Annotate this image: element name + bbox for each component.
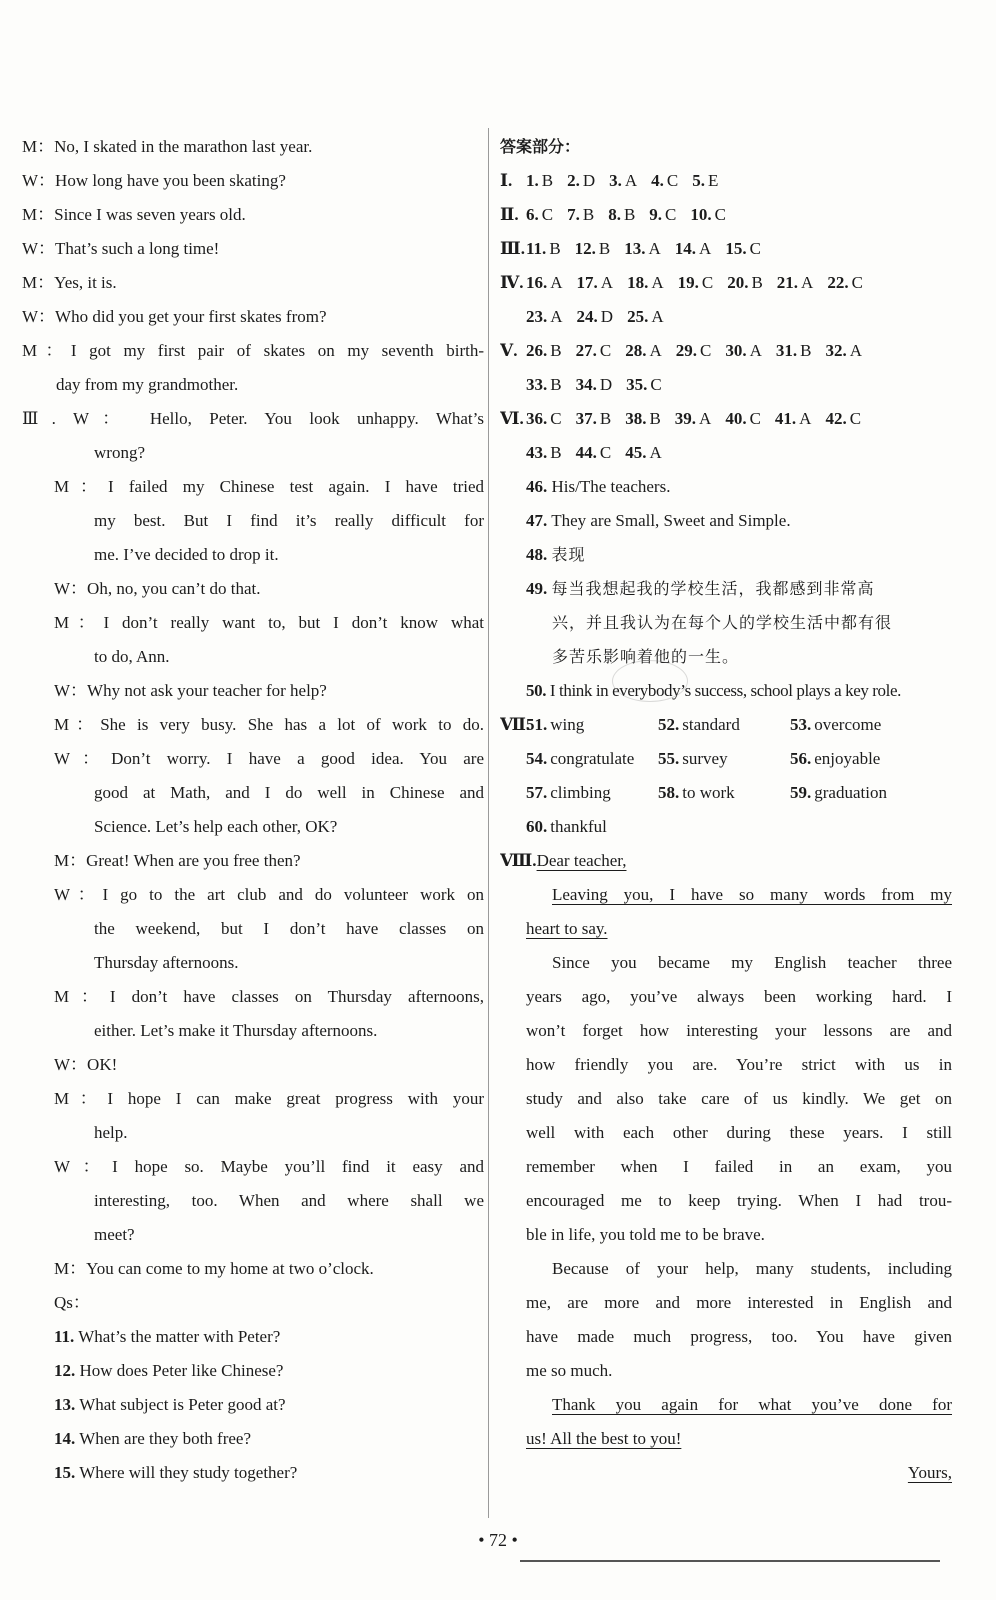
- answer-value: B: [549, 239, 561, 258]
- left-column: [22, 130, 484, 1490]
- answer-number: 28.: [625, 341, 647, 360]
- answer-item: [676, 334, 712, 368]
- answer-row: [500, 402, 952, 436]
- answer-value: A: [651, 307, 664, 326]
- dialogue-line-text: Ⅲ. W： Hello, Peter. You look unhappy. What’s: [22, 409, 484, 428]
- dialogue-line: meet?: [94, 1225, 135, 1244]
- letter-line: [500, 946, 952, 980]
- answer-number: 60.: [526, 817, 548, 836]
- answer-value: enjoyable: [814, 749, 881, 768]
- letter-line: [500, 1286, 952, 1320]
- dialogue-line: [22, 708, 484, 742]
- answer-item: [658, 742, 790, 776]
- answer-value: B: [550, 341, 562, 360]
- answer-row: [500, 742, 952, 776]
- letter-line: [500, 1014, 952, 1048]
- answer-row: [500, 300, 952, 334]
- dialogue-line: W：Who did you get your first skates from?: [22, 307, 327, 326]
- answer-number: 33.: [526, 375, 548, 394]
- dialogue-line-text: M：I don’t have classes on Thursday afternoons,: [54, 987, 484, 1006]
- dialogue-line-text: W：I hope so. Maybe you’ll find it easy and: [54, 1157, 484, 1176]
- answer-item: [526, 368, 562, 402]
- answer-number: 59.: [790, 783, 812, 802]
- answer-number: 16.: [526, 273, 548, 292]
- answer-number: 56.: [790, 749, 812, 768]
- question-text: When are they both free?: [79, 1429, 251, 1448]
- answer-value: to work: [682, 783, 735, 802]
- answer-value: B: [598, 239, 611, 258]
- dialogue-line-text: M：She is very busy. She has a lot of work to do.: [54, 715, 484, 734]
- answer-number: 30.: [725, 341, 747, 360]
- answer-value: C: [599, 443, 612, 462]
- answer-item: [825, 402, 861, 436]
- answer-49-line3: 多苦乐影响着他的一生。: [552, 647, 740, 666]
- letter-line: [500, 1150, 952, 1184]
- letter-line-text: encouraged me to keep trying. When I had trou-: [526, 1191, 952, 1210]
- answer-value: C: [666, 171, 679, 190]
- dialogue-line: M：You can come to my home at two o’clock.: [54, 1259, 374, 1278]
- answer-value: C: [701, 273, 714, 292]
- answer-item: [567, 164, 595, 198]
- answer-item: [526, 164, 553, 198]
- answer-item: [576, 436, 612, 470]
- answer-item: [658, 708, 790, 742]
- answer-item: [678, 266, 714, 300]
- question-number: 14.: [54, 1429, 76, 1448]
- dialogue-line: [22, 878, 484, 912]
- answer-item: [825, 334, 862, 368]
- answer-value: A: [624, 171, 638, 190]
- answer-value: A: [649, 341, 662, 360]
- answer-number: 3.: [609, 171, 622, 190]
- answer-item: [575, 232, 611, 266]
- answer-item: [725, 402, 761, 436]
- dialogue-line: [22, 912, 484, 946]
- answer-number: 39.: [674, 409, 697, 428]
- answer-value: C: [849, 409, 862, 428]
- answer-49-line1: 49. 每当我想起我的学校生活，我都感到非常高: [526, 579, 875, 598]
- letter-line-text: me so much.: [526, 1361, 613, 1380]
- answer-number: 1.: [526, 171, 539, 190]
- dialogue-line-text: M：I failed my Chinese test again. I have tried: [54, 477, 484, 496]
- bottom-rule: [520, 1560, 940, 1562]
- dialogue-line-text: good at Math, and I do well in Chinese and: [94, 783, 484, 802]
- answer-number: 43.: [526, 443, 548, 462]
- answer-item: [690, 198, 726, 232]
- answer-number: 21.: [776, 273, 799, 292]
- answer-item: [625, 402, 661, 436]
- answer-item: [658, 776, 790, 810]
- answer-item: [675, 232, 712, 266]
- answer-number: 19.: [677, 273, 699, 292]
- answer-number: 42.: [825, 409, 847, 428]
- answer-row: [500, 776, 952, 810]
- answer-row: [500, 266, 952, 300]
- answer-value: C: [665, 205, 677, 224]
- letter-line-text: well with each other during these years. I still: [526, 1123, 952, 1142]
- answer-rows: [500, 164, 952, 470]
- dialogue-line: M：Great! When are you free then?: [54, 851, 301, 870]
- answer-item: [609, 164, 637, 198]
- answer-value: climbing: [550, 783, 611, 802]
- answer-value: C: [714, 205, 726, 224]
- section-numeral: Ⅰ.: [500, 171, 513, 190]
- answer-number: 34.: [575, 375, 597, 394]
- answer-number: 51.: [526, 715, 548, 734]
- answer-item: [608, 198, 635, 232]
- answer-value: overcome: [814, 715, 882, 734]
- answer-item: [790, 708, 922, 742]
- letter-line: [500, 980, 952, 1014]
- answer-item: [776, 334, 812, 368]
- answer-item: [526, 436, 562, 470]
- answer-value: congratulate: [550, 749, 635, 768]
- answer-number: 40.: [725, 409, 747, 428]
- dialogue-line: Science. Let’s help each other, OK?: [94, 817, 338, 836]
- answer-item: [725, 232, 761, 266]
- answer-number: 22.: [827, 273, 849, 292]
- letter-line: [500, 1354, 952, 1388]
- letter-line: [500, 1048, 952, 1082]
- answer-49-line2: 兴，并且我认为在每个人的学校生活中都有很: [552, 613, 893, 632]
- answer-number: 7.: [567, 205, 580, 224]
- answer-row: [500, 436, 952, 470]
- answer-value: C: [650, 375, 662, 394]
- letter-line-text: years ago, you’ve always been working hard. I: [526, 987, 952, 1006]
- answer-item: [526, 232, 561, 266]
- answer-row: [500, 810, 952, 844]
- answer-number: 58.: [658, 783, 680, 802]
- answer-value: A: [801, 273, 814, 292]
- answer-value: thankful: [550, 817, 607, 836]
- answer-number: 23.: [526, 307, 548, 326]
- dialogue-line: W：That’s such a long time!: [22, 239, 220, 258]
- answer-value: B: [599, 409, 612, 428]
- watermark-stamp: [612, 660, 688, 702]
- answer-value: C: [599, 341, 612, 360]
- answer-number: 35.: [626, 375, 648, 394]
- question-text: What’s the matter with Peter?: [78, 1327, 281, 1346]
- answer-number: 12.: [574, 239, 596, 258]
- answer-number: 38.: [625, 409, 647, 428]
- question-line: [22, 1354, 484, 1388]
- dialogue-line: [22, 606, 484, 640]
- answer-number: 13.: [624, 239, 646, 258]
- dialogue-line: [22, 504, 484, 538]
- dialogue-line-text: M：I got my first pair of skates on my seventh birth-: [22, 341, 484, 360]
- answer-number: 45.: [625, 443, 647, 462]
- question-text: Where will they study together?: [79, 1463, 298, 1482]
- answer-item: [526, 742, 658, 776]
- question-number: 11.: [54, 1327, 75, 1346]
- dialogue-line: day from my grandmother.: [56, 375, 239, 394]
- section-numeral: Ⅳ.: [500, 273, 524, 292]
- letter-line-text: study and also take care of us kindly. We get on: [526, 1089, 952, 1108]
- answer-number: 2.: [567, 171, 580, 190]
- answer-number: 37.: [575, 409, 597, 428]
- answer-item: [727, 266, 763, 300]
- answer-value: C: [749, 409, 761, 428]
- answer-item: [627, 300, 664, 334]
- answer-value: A: [550, 307, 563, 326]
- letter-line: [500, 1116, 952, 1150]
- answer-50: 50. I think in everybody’s success, school plays a key role.: [526, 681, 901, 700]
- answer-47: 47. They are Small, Sweet and Simple.: [526, 511, 791, 530]
- answer-item: [625, 334, 662, 368]
- page-number: • 72 •: [478, 1530, 518, 1550]
- section-numeral: Ⅶ.: [500, 715, 531, 734]
- dialogue-line: W：How long have you been skating?: [22, 171, 286, 190]
- answer-item: [651, 164, 678, 198]
- column-divider: [488, 128, 489, 1518]
- answer-row: [500, 164, 952, 198]
- answer-number: 27.: [575, 341, 597, 360]
- answer-number: 25.: [627, 307, 649, 326]
- dialogue-line: me. I’ve decided to drop it.: [94, 545, 279, 564]
- answer-number: 57.: [526, 783, 548, 802]
- answer-number: 11.: [526, 239, 547, 258]
- answer-item: [526, 402, 562, 436]
- answer-value: B: [800, 341, 812, 360]
- answer-item: [526, 266, 563, 300]
- vocab-rows: [500, 708, 952, 844]
- dialogue-line-text: M：I don’t really want to, but I don’t know what: [54, 613, 484, 632]
- dialogue-line: [22, 1082, 484, 1116]
- dialogue-line: [22, 776, 484, 810]
- answer-number: 26.: [526, 341, 548, 360]
- question-text: How does Peter like Chinese?: [79, 1361, 284, 1380]
- answer-value: A: [600, 273, 614, 292]
- dialogue-line: either. Let’s make it Thursday afternoons.: [94, 1021, 378, 1040]
- dialogue-line: W：Oh, no, you can’t do that.: [54, 579, 261, 598]
- answer-value: B: [550, 375, 562, 394]
- answer-item: [624, 232, 661, 266]
- answer-item: [626, 368, 662, 402]
- answer-number: 14.: [674, 239, 697, 258]
- answer-number: 10.: [690, 205, 712, 224]
- answer-item: [625, 436, 662, 470]
- dialogue-line: [22, 1150, 484, 1184]
- section-numeral: Ⅱ.: [500, 205, 519, 224]
- answer-number: 31.: [775, 341, 798, 360]
- letter-paragraph-3: [500, 1252, 952, 1388]
- answer-value: survey: [682, 749, 728, 768]
- answer-value: wing: [550, 715, 585, 734]
- answer-value: A: [651, 273, 664, 292]
- answer-item: [775, 402, 812, 436]
- answer-number: 4.: [651, 171, 664, 190]
- letter-line: [500, 1082, 952, 1116]
- answer-value: A: [648, 239, 661, 258]
- answer-item: [790, 776, 922, 810]
- answer-number: 55.: [658, 749, 680, 768]
- answer-item: [526, 198, 553, 232]
- answer-row: [500, 708, 952, 742]
- answer-value: B: [550, 443, 562, 462]
- question-line: [22, 1320, 484, 1354]
- answer-item: [526, 334, 562, 368]
- answer-value: C: [699, 341, 712, 360]
- dialogue-line: Thursday afternoons.: [94, 953, 239, 972]
- answer-46: 46. His/The teachers.: [526, 477, 671, 496]
- answer-number: 18.: [627, 273, 649, 292]
- answer-item: [526, 810, 658, 844]
- dialogue-line: to do, Ann.: [94, 647, 170, 666]
- answer-number: 54.: [526, 749, 548, 768]
- dialogue-line: [22, 470, 484, 504]
- dialogue-line-text: my best. But I find it’s really difficult for: [94, 511, 484, 530]
- letter-line: [500, 1184, 952, 1218]
- question-text: What subject is Peter good at?: [79, 1395, 286, 1414]
- dialogue-line-text: M：I hope I can make great progress with your: [54, 1089, 484, 1108]
- dialogue-line: M：Yes, it is.: [22, 273, 117, 292]
- answer-item: [827, 266, 863, 300]
- dialogue-line-text: W：I go to the art club and do volunteer work on: [54, 885, 484, 904]
- answer-value: graduation: [814, 783, 887, 802]
- letter-line-text: have made much progress, too. You have given: [526, 1327, 952, 1346]
- answer-item: [567, 198, 594, 232]
- answer-item: [627, 266, 664, 300]
- section-numeral: Ⅴ.: [500, 341, 518, 360]
- answer-value: C: [541, 205, 554, 224]
- answer-number: 36.: [526, 409, 548, 428]
- answer-number: 32.: [825, 341, 847, 360]
- dialogue-line: wrong?: [94, 443, 145, 462]
- letter-line-text: how friendly you are. You’re strict with us in: [526, 1055, 952, 1074]
- answer-value: A: [649, 443, 662, 462]
- answer-value: D: [582, 171, 596, 190]
- answer-value: A: [749, 341, 762, 360]
- answer-value: C: [851, 273, 863, 292]
- letter-line-text: ble in life, you told me to be brave.: [526, 1225, 765, 1244]
- dialogue-line: [22, 402, 484, 436]
- answer-value: A: [799, 409, 812, 428]
- answer-number: 6.: [526, 205, 539, 224]
- dialogue-line-text: interesting, too. When and where shall we: [94, 1191, 484, 1210]
- dialogue-line-text: the weekend, but I don’t have classes on: [94, 919, 484, 938]
- answer-item: [790, 742, 922, 776]
- answer-value: A: [699, 239, 712, 258]
- question-number: 12.: [54, 1361, 76, 1380]
- answer-value: A: [550, 273, 563, 292]
- answer-number: 53.: [790, 715, 812, 734]
- answer-number: 17.: [576, 273, 598, 292]
- dialogue-line: M：Since I was seven years old.: [22, 205, 246, 224]
- answer-value: A: [849, 341, 862, 360]
- answer-value: B: [582, 205, 595, 224]
- letter-closing: Yours,: [907, 1463, 952, 1482]
- answer-value: C: [550, 409, 562, 428]
- answer-item: [576, 334, 612, 368]
- answer-item: [577, 300, 614, 334]
- answer-value: standard: [682, 715, 740, 734]
- dialogue-line: Qs：: [54, 1293, 90, 1312]
- answer-number: 9.: [649, 205, 663, 224]
- answer-item: [576, 368, 613, 402]
- question-number: 15.: [54, 1463, 76, 1482]
- letter-line: [500, 1218, 952, 1252]
- answer-item: [526, 300, 563, 334]
- answer-value: B: [623, 205, 636, 224]
- answer-number: 29.: [675, 341, 697, 360]
- answer-number: 5.: [692, 171, 705, 190]
- answer-item: [576, 402, 612, 436]
- letter-p4-line1: Thank you again for what you’ve done for: [552, 1395, 952, 1414]
- section-numeral: Ⅵ.: [500, 409, 524, 428]
- answer-number: 20.: [727, 273, 749, 292]
- letter-p4-line2: us! All the best to you!: [526, 1429, 682, 1448]
- answer-item: [725, 334, 762, 368]
- answer-item: [577, 266, 614, 300]
- answer-item: [526, 776, 658, 810]
- letter-salutation-line: Ⅷ.Dear teacher,: [500, 851, 627, 870]
- dialogue-line: M：No, I skated in the marathon last year.: [22, 137, 313, 156]
- answer-number: 8.: [608, 205, 621, 224]
- answer-item: [777, 266, 814, 300]
- dialogue-line: W：Why not ask your teacher for help?: [54, 681, 327, 700]
- answer-value: D: [599, 375, 613, 394]
- answer-row: [500, 232, 952, 266]
- answer-row: [500, 334, 952, 368]
- answer-number: 24.: [576, 307, 598, 326]
- answer-item: [649, 198, 676, 232]
- letter-p1-line1: Leaving you, I have so many words from my: [552, 885, 952, 904]
- dialogue-line: [22, 980, 484, 1014]
- letter-line-text: Since you became my English teacher three: [552, 953, 952, 972]
- letter-paragraph-2: [500, 946, 952, 1252]
- answer-row: [500, 198, 952, 232]
- question-number: 13.: [54, 1395, 76, 1414]
- dialogue-line: [22, 742, 484, 776]
- letter-line-text: won’t forget how interesting your lessons are and: [526, 1021, 952, 1040]
- letter-line: [500, 1320, 952, 1354]
- question-line: [22, 1422, 484, 1456]
- answer-value: C: [749, 239, 761, 258]
- question-line: [22, 1456, 484, 1490]
- answer-row: [500, 368, 952, 402]
- answer-number: 41.: [774, 409, 797, 428]
- section-numeral: Ⅲ.: [500, 239, 525, 258]
- answer-number: 52.: [658, 715, 680, 734]
- answer-48: 48. 表现: [526, 545, 586, 564]
- letter-p1-line2: heart to say.: [526, 919, 608, 938]
- answer-number: 15.: [725, 239, 747, 258]
- answer-value: B: [751, 273, 763, 292]
- letter-line-text: me, are more and more interested in English and: [526, 1293, 952, 1312]
- right-column: [500, 130, 952, 1490]
- answer-item: [526, 708, 658, 742]
- answer-value: A: [699, 409, 712, 428]
- dialogue-line: [22, 1184, 484, 1218]
- letter-line-text: Because of your help, many students, including: [552, 1259, 952, 1278]
- letter-line-text: remember when I failed in an exam, you: [526, 1157, 952, 1176]
- answer-value: B: [649, 409, 661, 428]
- dialogue-line: W：OK!: [54, 1055, 118, 1074]
- answer-value: D: [600, 307, 614, 326]
- question-line: [22, 1388, 484, 1422]
- answer-value: B: [541, 171, 554, 190]
- answer-heading: 答案部分：: [500, 137, 581, 156]
- dialogue-line-text: W：Don’t worry. I have a good idea. You are: [54, 749, 484, 768]
- answer-value: E: [708, 171, 719, 190]
- dialogue-line: [22, 334, 484, 368]
- answer-item: [675, 402, 712, 436]
- dialogue-line: help.: [94, 1123, 128, 1142]
- answer-number: 44.: [575, 443, 597, 462]
- letter-line: [500, 1252, 952, 1286]
- answer-item: [692, 164, 718, 198]
